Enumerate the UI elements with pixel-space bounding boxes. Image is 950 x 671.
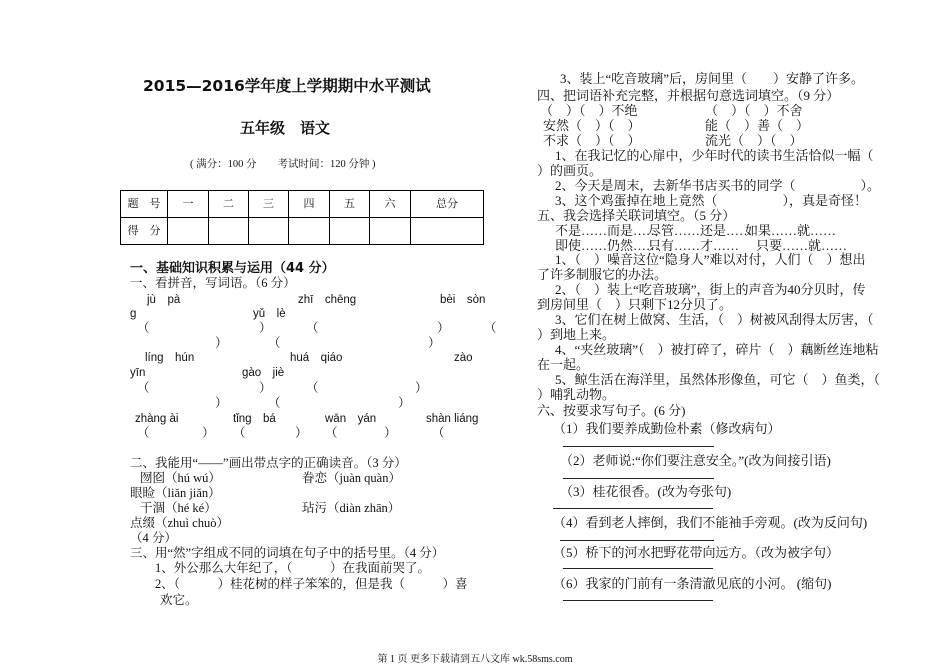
idiom-item: （ ）（ ）不舍 [705, 103, 803, 118]
score-table-score-row [121, 218, 484, 245]
q2-prompt: 二、我能用“——”画出带点字的正确读音。（3 分） [130, 456, 407, 470]
bracket-open: （ [325, 426, 338, 440]
score-table-col: 三 [249, 191, 289, 218]
score-cell [330, 218, 370, 245]
score-cell [370, 218, 411, 245]
exam-title: 2015—2016学年度上学期期中水平测试 [143, 77, 431, 95]
q4-line: 3、这个鸡蛋掉在地上竟然（ ），真是奇怪！ [555, 193, 868, 208]
conjunction-option: 即使……仍然…… [555, 238, 660, 253]
score-table-col: 六 [370, 191, 411, 218]
score-table-row-label: 得 分 [121, 218, 168, 245]
score-cell [249, 218, 289, 245]
reading-item: 点缀（zhuì chuò） [130, 516, 229, 530]
reading-item: 眼睑（liǎn jiǎn） [130, 486, 221, 500]
bracket-open: （ [484, 321, 497, 335]
q3-line: 1、外公那么大年纪了，（ ）在我面前哭了。 [155, 561, 431, 575]
part-heading: 一、基础知识积累与运用（44 分） [130, 261, 335, 276]
bracket-close: ） [295, 426, 308, 440]
bracket-close: ） [215, 336, 228, 350]
score-table-total: 总分 [411, 191, 484, 218]
sentence-task: （4）看到老人摔倒，我们不能袖手旁观。(改为反问句) [553, 515, 868, 530]
pinyin: wān yán [325, 413, 377, 425]
answer-line [563, 568, 713, 569]
score-table-row-label: 题 号 [121, 191, 168, 218]
answer-line [563, 600, 713, 601]
bracket-close: ） [415, 381, 428, 395]
score-table [120, 190, 484, 245]
pinyin: tǐng bá [233, 413, 276, 425]
q4-line: 1、在我记忆的心扉中，少年时代的读书生活恰似一幅（ [555, 148, 874, 163]
score-cell [209, 218, 249, 245]
bracket-close: ） [428, 336, 441, 350]
bracket-close: ） [259, 321, 272, 335]
pinyin: zào [454, 352, 473, 364]
conjunction-option: 如果……就…… [745, 223, 837, 238]
sentence-task: （5）桥下的河水把野花带向远方。（改为被字句） [553, 545, 840, 560]
q5-line: 1、（ ）噪音这位“隐身人”难以对付，人们（ ）想出 [555, 252, 866, 267]
answer-line [560, 540, 714, 541]
answer-line [563, 446, 714, 447]
pinyin: líng hún [145, 352, 195, 364]
idiom-item: 流光（ ）（ ） [705, 133, 803, 148]
bracket-open: （ [268, 336, 281, 350]
reading-item: 眷恋（juàn quàn） [302, 471, 401, 485]
q3-points: （4 分） [130, 531, 177, 545]
bracket-close: ） [259, 381, 272, 395]
score-table-col: 二 [209, 191, 249, 218]
q5-line: ）到地上来。 [537, 327, 616, 342]
q5-line: 到房间里（ ）只剩下12分贝了。 [537, 297, 733, 312]
exam-info: ( 满分：100 分 考试时间：120 分钟 ) [190, 159, 376, 170]
q5-line: 3、它们在树上做窝、生活，（ ）树被风刮得太厉害，（ [555, 312, 874, 327]
q3-line: 3、装上“吃音玻璃”后，房间里（ ）安静了许多。 [560, 71, 865, 86]
bracket-close: ） [398, 396, 411, 410]
pinyin: yǔ lè [253, 308, 286, 320]
pinyin: yīn [130, 367, 146, 379]
bracket-close: ） [384, 426, 397, 440]
idiom-item: 安然（ ）（ ） [543, 118, 641, 133]
bracket-open: （ [137, 381, 150, 395]
pinyin: g [130, 308, 137, 320]
q3-prompt: 三、用“然”字组成不同的词填在句子中的括号里。（4 分） [130, 546, 445, 560]
conjunction-option: 只有……才…… [648, 238, 740, 253]
q5-line: 了许多制服它的办法。 [537, 267, 668, 282]
bracket-open: （ [233, 426, 246, 440]
bracket-close: ） [215, 396, 228, 410]
score-cell [411, 218, 484, 245]
conjunction-option: 尽管……还是…… [648, 223, 753, 238]
answer-line [553, 508, 713, 509]
score-table-col: 四 [289, 191, 330, 218]
q1-prompt: 一、看拼音，写词语。（6 分） [130, 276, 296, 290]
score-cell [168, 218, 209, 245]
score-table-col: 一 [168, 191, 209, 218]
q5-line: 2、（ ）装上“吃音玻璃”，街上的声音为40分贝时，传 [555, 282, 866, 297]
bracket-open: （ [306, 381, 319, 395]
bracket-open: （ [432, 426, 445, 440]
q5-line: 在一起。 [537, 357, 590, 372]
page-footer: 第 1 页 更多下载请到五八文库 wk.58sms.com [377, 654, 573, 665]
conjunction-option: 只要……就…… [756, 238, 848, 253]
pinyin: zhī chēng [298, 294, 357, 306]
q3-line: 欢它。 [160, 593, 198, 607]
q5-line: 4、“夹丝玻璃”（ ）被打碎了，碎片（ ）藕断丝连地粘 [555, 342, 879, 357]
bracket-open: （ [306, 321, 319, 335]
score-table-col: 五 [330, 191, 370, 218]
pinyin: bèi sòn [440, 294, 486, 306]
pinyin: shàn liáng [426, 413, 479, 425]
q4-line: 2、今天是周末，去新华书店买书的同学（ ）。 [555, 178, 881, 193]
q5-prompt: 五、我会选择关联词填空。（5 分） [537, 208, 736, 223]
sentence-task: （1）我们要养成勤俭朴素（修改病句） [553, 421, 781, 436]
reading-item: 玷污（diàn zhān） [302, 501, 401, 515]
q3-line: 2、（ ）桂花树的样子笨笨的，但是我（ ）喜 [155, 577, 468, 591]
q4-prompt: 四、把词语补充完整，并根据句意选词填空。（9 分） [537, 88, 840, 103]
pinyin: gào jiè [242, 367, 285, 379]
idiom-item: 能（ ）善（ ） [705, 118, 810, 133]
score-table-header-row [121, 191, 484, 218]
bracket-open: （ [268, 396, 281, 410]
conjunction-option: 不是……而是…… [555, 223, 660, 238]
bracket-open: （ [137, 321, 150, 335]
q4-line: ）的画页。 [537, 163, 603, 178]
q5-line: 5、鲸生活在海洋里，虽然体形像鱼，可它（ ）鱼类，（ [555, 372, 881, 387]
sentence-task: （6）我家的门前有一条清澈见底的小河。 (缩句) [553, 576, 832, 591]
idiom-item: 不求（ ）（ ） [543, 133, 641, 148]
pinyin: zhàng ài [135, 413, 179, 425]
bracket-close: ） [437, 321, 450, 335]
reading-item: 囫囵（hú wú） [140, 471, 221, 485]
pinyin: huá qiáo [290, 352, 343, 364]
bracket-open: （ [137, 426, 150, 440]
pinyin: jù pà [147, 294, 181, 306]
exam-subtitle: 五年级 语文 [240, 119, 331, 137]
q5-line: ）哺乳动物。 [537, 387, 616, 402]
bracket-close: ） [202, 426, 215, 440]
reading-item: 干涸（hé ké） [140, 501, 217, 515]
score-cell [289, 218, 330, 245]
sentence-task: （3）桂花很香。(改为夸张句) [560, 484, 732, 499]
idiom-item: （ ）（ ）不绝 [540, 103, 638, 118]
answer-line [563, 478, 714, 479]
sentence-task: （2）老师说:“你们要注意安全。”(改为间接引语) [560, 453, 831, 468]
q6-prompt: 六、按要求写句子。(6 分) [537, 403, 686, 418]
